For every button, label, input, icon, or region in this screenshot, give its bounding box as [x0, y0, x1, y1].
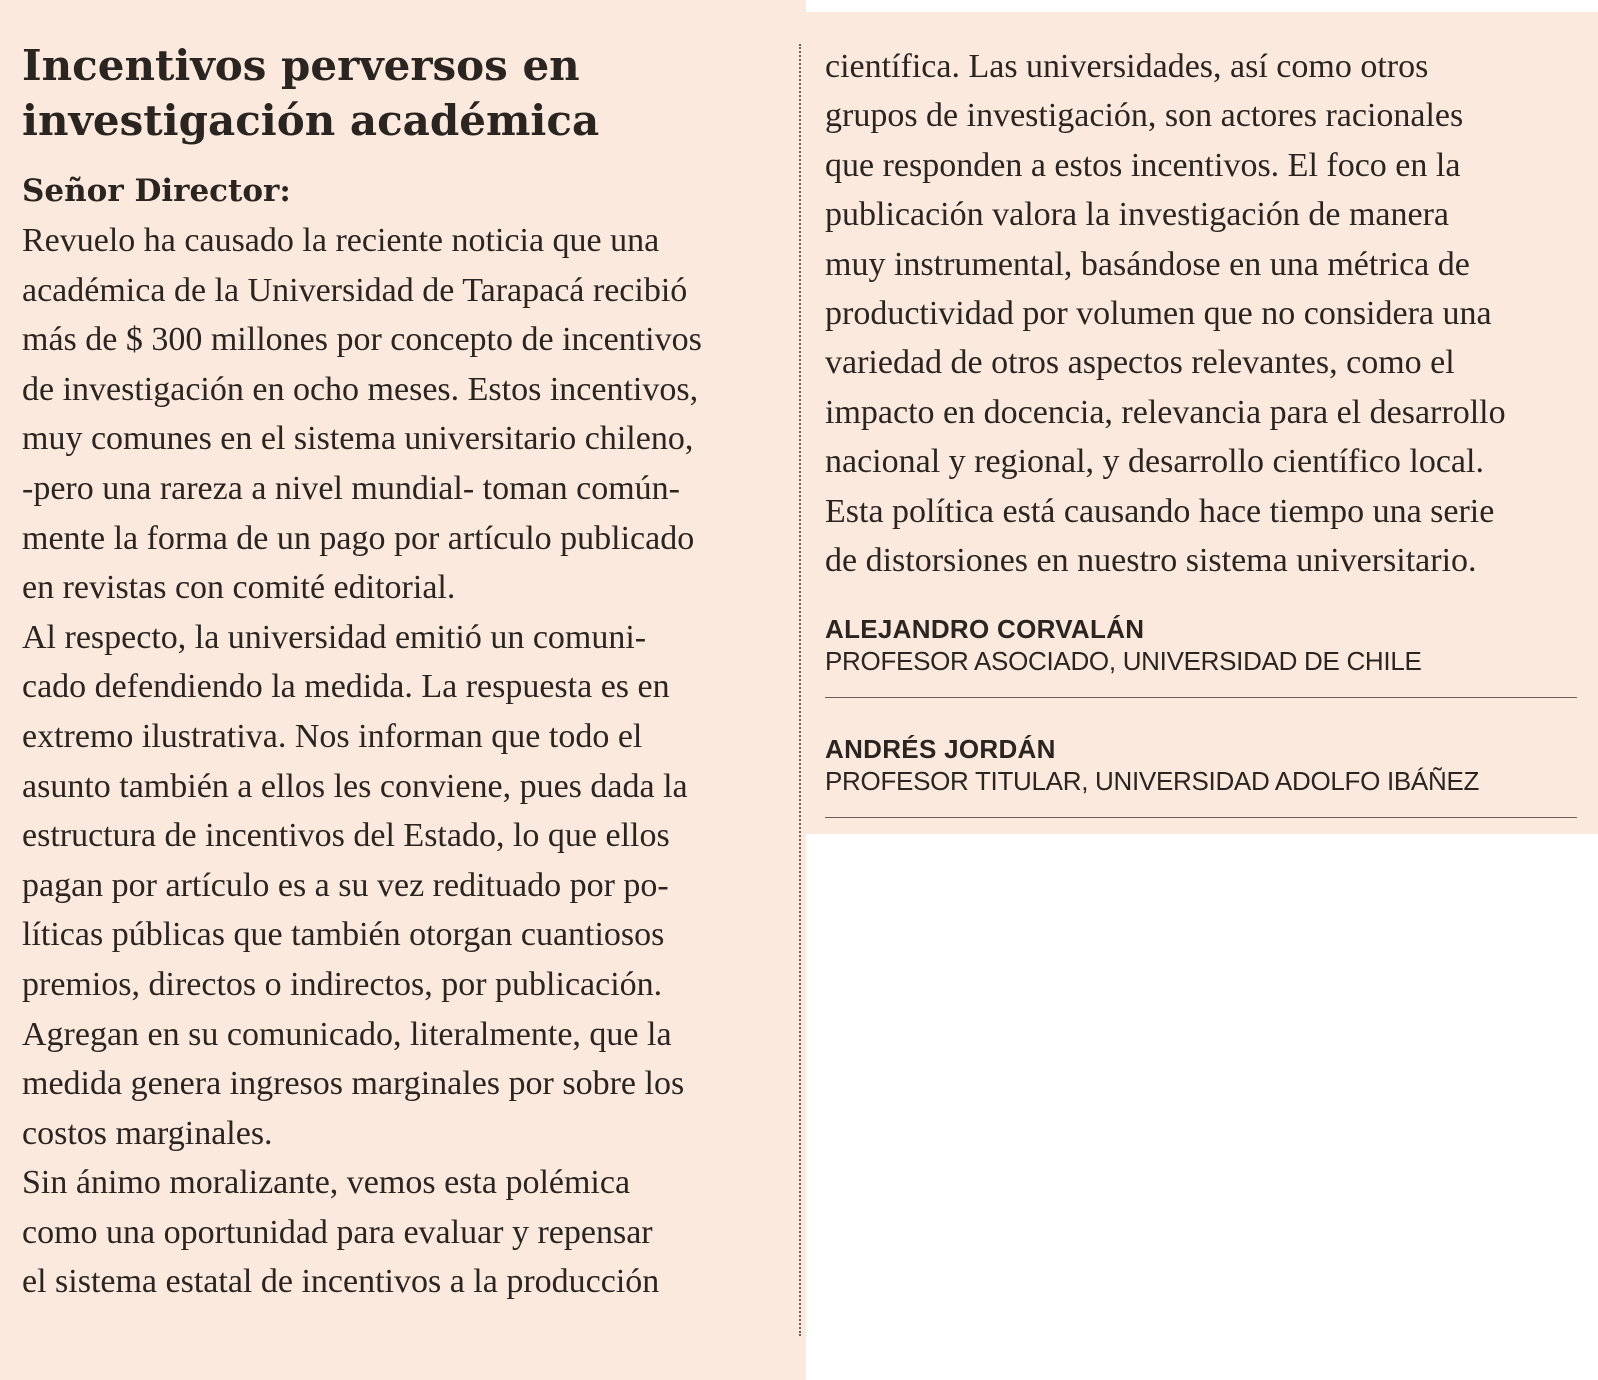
body-line: Revuelo ha causado la reciente noticia que una: [22, 222, 660, 259]
headline: [22, 38, 792, 148]
signature-name: ALEJANDRO CORVALÁN: [825, 614, 1145, 644]
body-line: en revistas con comité editorial.: [22, 569, 456, 607]
body-line: líticas públicas que también otorgan cuantiosos: [22, 916, 665, 954]
body-line: que responden a estos incentivos. El foco en la: [825, 146, 1461, 184]
body-line: medida genera ingresos marginales por sobre los: [22, 1065, 685, 1103]
headline-line: Incentivos perversos en: [22, 41, 580, 90]
body-line: de investigación en ocho meses. Estos incentivos,: [22, 370, 699, 408]
body-line: más de $ 300 millones por concepto de incentivos: [22, 321, 702, 359]
left-column: [22, 38, 792, 1307]
signature-2: [825, 733, 1580, 797]
body-line: muy instrumental, basándose en una métrica de: [825, 245, 1470, 283]
body-line: el sistema estatal de incentivos a la producción: [22, 1263, 660, 1301]
body-line: productividad por volumen que no considera una: [825, 294, 1492, 332]
body-line: de distorsiones en nuestro sistema universitario.: [825, 541, 1477, 579]
headline-line: investigación académica: [22, 96, 600, 145]
signature-divider: [825, 697, 1577, 698]
body-line: -pero una rareza a nivel mundial- toman común-: [22, 469, 681, 507]
signature-divider: [825, 817, 1577, 818]
body-line: Esta política está causando hace tiempo una serie: [825, 492, 1495, 530]
signature-name: ANDRÉS JORDÁN: [825, 734, 1056, 764]
body-line: Al respecto, la universidad emitió un comuni-: [22, 618, 647, 656]
body-line: estructura de incentivos del Estado, lo que ellos: [22, 817, 670, 855]
body-line: costos marginales.: [22, 1114, 273, 1152]
body-line: publicación valora la investigación de manera: [825, 196, 1450, 234]
body-line: pagan por artículo es a su vez redituado por po-: [22, 866, 669, 904]
signature-role: PROFESOR TITULAR, UNIVERSIDAD ADOLFO IBÁÑEZ: [825, 766, 1480, 796]
body-line: Agregan en su comunicado, literalmente, que la: [22, 1015, 672, 1053]
body-line: grupos de investigación, son actores racionales: [825, 97, 1464, 135]
body-line: asunto también a ellos les conviene, pues dada la: [22, 767, 688, 805]
body-line: extremo ilustrativa. Nos informan que todo el: [22, 717, 643, 755]
body-line: científica. Las universidades, así como otros: [825, 48, 1429, 85]
body-line: mente la forma de un pago por artículo publicado: [22, 519, 695, 557]
body-text-left: [22, 216, 792, 1307]
salutation: Señor Director:: [22, 173, 291, 209]
body-line: muy comunes en el sistema universitario chileno,: [22, 420, 694, 458]
body-line: variedad de otros aspectos relevantes, como el: [825, 344, 1455, 382]
column-divider: [799, 44, 801, 1336]
body-line: premios, directos o indirectos, por publicación.: [22, 965, 663, 1003]
body-line: nacional y regional, y desarrollo científico local.: [825, 443, 1484, 481]
signature-1: [825, 613, 1580, 677]
body-line: como una oportunidad para evaluar y repensar: [22, 1213, 653, 1251]
body-line: impacto en docencia, relevancia para el desarrollo: [825, 393, 1506, 431]
body-text-right: [825, 42, 1587, 585]
signature-role: PROFESOR ASOCIADO, UNIVERSIDAD DE CHILE: [825, 646, 1422, 676]
right-column: [825, 42, 1587, 585]
body-line: Sin ánimo moralizante, vemos esta polémica: [22, 1164, 631, 1202]
body-line: cado defendiendo la medida. La respuesta es en: [22, 668, 670, 706]
body-line: académica de la Universidad de Tarapacá recibió: [22, 271, 688, 309]
